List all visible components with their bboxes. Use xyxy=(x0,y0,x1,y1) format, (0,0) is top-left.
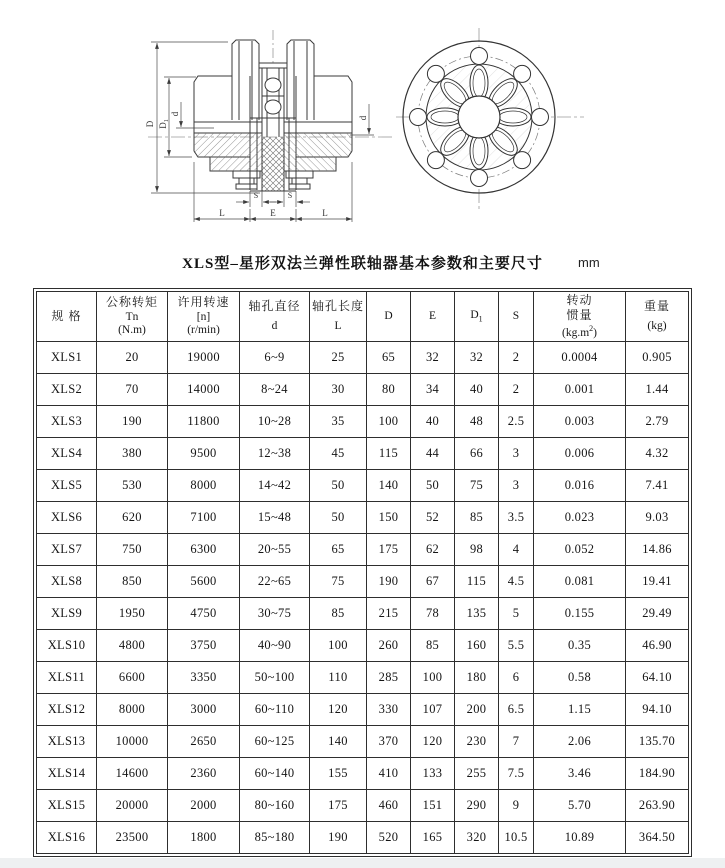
model-cell: XLS6 xyxy=(37,502,97,534)
technical-drawing xyxy=(0,0,725,250)
model-cell: XLS8 xyxy=(37,566,97,598)
E-cell: 52 xyxy=(411,502,455,534)
table-row xyxy=(37,534,689,566)
model-cell: XLS13 xyxy=(37,726,97,758)
dim-label-d-right: d xyxy=(358,115,368,121)
table-row xyxy=(37,598,689,630)
D1-cell: 160 xyxy=(455,630,499,662)
table-row xyxy=(37,822,689,854)
weight-cell: 2.79 xyxy=(626,406,689,438)
bore-range-cell: 40~90 xyxy=(240,630,310,662)
D1-cell: 200 xyxy=(455,694,499,726)
model-cell: XLS1 xyxy=(37,342,97,374)
inertia-cell: 0.003 xyxy=(534,406,626,438)
weight-cell: 135.70 xyxy=(626,726,689,758)
torque-cell: 380 xyxy=(97,438,168,470)
model-cell: XLS2 xyxy=(37,374,97,406)
D-cell: 140 xyxy=(367,470,411,502)
S-cell: 10.5 xyxy=(499,822,534,854)
E-cell: 100 xyxy=(411,662,455,694)
bore-range-cell: 10~28 xyxy=(240,406,310,438)
S-cell: 7 xyxy=(499,726,534,758)
unit-label: mm xyxy=(578,255,600,270)
page-title: XLS型–星形双法兰弹性联轴器基本参数和主要尺寸 xyxy=(182,256,543,272)
front-view xyxy=(396,28,584,210)
bore-range-cell: 60~125 xyxy=(240,726,310,758)
inertia-cell: 0.023 xyxy=(534,502,626,534)
length-cell: 190 xyxy=(310,822,367,854)
weight-cell: 94.10 xyxy=(626,694,689,726)
inertia-cell: 0.052 xyxy=(534,534,626,566)
torque-cell: 1950 xyxy=(97,598,168,630)
E-cell: 62 xyxy=(411,534,455,566)
D1-cell: 66 xyxy=(455,438,499,470)
D-cell: 175 xyxy=(367,534,411,566)
D-cell: 190 xyxy=(367,566,411,598)
D1-cell: 115 xyxy=(455,566,499,598)
torque-cell: 530 xyxy=(97,470,168,502)
D-cell: 410 xyxy=(367,758,411,790)
speed-cell: 2650 xyxy=(168,726,240,758)
weight-cell: 0.905 xyxy=(626,342,689,374)
D-cell: 80 xyxy=(367,374,411,406)
E-cell: 165 xyxy=(411,822,455,854)
D-cell: 260 xyxy=(367,630,411,662)
length-cell: 50 xyxy=(310,502,367,534)
E-cell: 85 xyxy=(411,630,455,662)
model-cell: XLS12 xyxy=(37,694,97,726)
model-cell: XLS16 xyxy=(37,822,97,854)
weight-cell: 364.50 xyxy=(626,822,689,854)
torque-cell: 750 xyxy=(97,534,168,566)
D-cell: 215 xyxy=(367,598,411,630)
S-cell: 4.5 xyxy=(499,566,534,598)
length-cell: 85 xyxy=(310,598,367,630)
E-cell: 120 xyxy=(411,726,455,758)
speed-cell: 3750 xyxy=(168,630,240,662)
inertia-cell: 0.081 xyxy=(534,566,626,598)
col-header-inertia: 转动 惯量 $(kg.m^2)$ xyxy=(534,292,626,342)
title-row xyxy=(0,252,725,278)
table-row xyxy=(37,502,689,534)
E-cell: 133 xyxy=(411,758,455,790)
S-cell: 3 xyxy=(499,438,534,470)
S-cell: 5.5 xyxy=(499,630,534,662)
length-cell: 140 xyxy=(310,726,367,758)
table-row xyxy=(37,790,689,822)
bore-range-cell: 14~42 xyxy=(240,470,310,502)
table-body xyxy=(37,342,689,854)
torque-cell: 10000 xyxy=(97,726,168,758)
speed-cell: 5600 xyxy=(168,566,240,598)
speed-cell: 2360 xyxy=(168,758,240,790)
weight-cell: 19.41 xyxy=(626,566,689,598)
inertia-cell: 0.006 xyxy=(534,438,626,470)
bore-range-cell: 30~75 xyxy=(240,598,310,630)
torque-cell: 14600 xyxy=(97,758,168,790)
length-cell: 30 xyxy=(310,374,367,406)
torque-cell: 8000 xyxy=(97,694,168,726)
S-cell: 4 xyxy=(499,534,534,566)
table-row xyxy=(37,342,689,374)
length-cell: 45 xyxy=(310,438,367,470)
E-cell: 40 xyxy=(411,406,455,438)
D-cell: 330 xyxy=(367,694,411,726)
S-cell: 5 xyxy=(499,598,534,630)
D1-cell: 230 xyxy=(455,726,499,758)
D1-cell: 255 xyxy=(455,758,499,790)
col-header-torque: 公称转矩 Tn (N.m) xyxy=(97,292,168,342)
dim-label-L-right: L xyxy=(322,208,328,218)
col-header-weight: 重量 (kg) xyxy=(626,292,689,342)
col-header-spec: 规 格 xyxy=(37,292,97,342)
E-cell: 44 xyxy=(411,438,455,470)
bore-range-cell: 12~38 xyxy=(240,438,310,470)
D-cell: 115 xyxy=(367,438,411,470)
torque-cell: 190 xyxy=(97,406,168,438)
E-cell: 78 xyxy=(411,598,455,630)
inertia-cell: 0.155 xyxy=(534,598,626,630)
weight-cell: 184.90 xyxy=(626,758,689,790)
weight-cell: 7.41 xyxy=(626,470,689,502)
length-cell: 25 xyxy=(310,342,367,374)
S-cell: 2 xyxy=(499,374,534,406)
bore-range-cell: 22~65 xyxy=(240,566,310,598)
speed-cell: 14000 xyxy=(168,374,240,406)
dim-label-L-left: L xyxy=(219,208,225,218)
model-cell: XLS9 xyxy=(37,598,97,630)
col-header-bore: 轴孔直径 d xyxy=(240,292,310,342)
torque-cell: 20000 xyxy=(97,790,168,822)
parameters-table-frame xyxy=(33,288,692,857)
section-view xyxy=(145,30,392,222)
torque-cell: 23500 xyxy=(97,822,168,854)
S-cell: 3 xyxy=(499,470,534,502)
S-cell: 6 xyxy=(499,662,534,694)
bore-range-cell: 85~180 xyxy=(240,822,310,854)
S-cell: 2.5 xyxy=(499,406,534,438)
table-row xyxy=(37,406,689,438)
length-cell: 65 xyxy=(310,534,367,566)
model-cell: XLS5 xyxy=(37,470,97,502)
length-cell: 75 xyxy=(310,566,367,598)
speed-cell: 3350 xyxy=(168,662,240,694)
model-cell: XLS7 xyxy=(37,534,97,566)
D1-cell: 135 xyxy=(455,598,499,630)
dim-label-S-left: S xyxy=(253,191,259,200)
torque-cell: 20 xyxy=(97,342,168,374)
col-header-E: E xyxy=(411,292,455,342)
torque-cell: 70 xyxy=(97,374,168,406)
inertia-cell: 0.001 xyxy=(534,374,626,406)
S-cell: 9 xyxy=(499,790,534,822)
D1-cell: 180 xyxy=(455,662,499,694)
speed-cell: 7100 xyxy=(168,502,240,534)
weight-cell: 263.90 xyxy=(626,790,689,822)
speed-cell: 3000 xyxy=(168,694,240,726)
table-header xyxy=(37,292,689,342)
bore-range-cell: 80~160 xyxy=(240,790,310,822)
length-cell: 155 xyxy=(310,758,367,790)
bore-range-cell: 50~100 xyxy=(240,662,310,694)
speed-cell: 11800 xyxy=(168,406,240,438)
coupling-half xyxy=(194,40,262,190)
torque-cell: 4800 xyxy=(97,630,168,662)
D1-cell: 85 xyxy=(455,502,499,534)
E-cell: 151 xyxy=(411,790,455,822)
model-cell: XLS4 xyxy=(37,438,97,470)
table-row xyxy=(37,662,689,694)
E-cell: 67 xyxy=(411,566,455,598)
dim-label-d-left: d xyxy=(170,111,180,117)
speed-cell: 6300 xyxy=(168,534,240,566)
col-header-speed: 许用转速 [n] (r/min) xyxy=(168,292,240,342)
bore-range-cell: 6~9 xyxy=(240,342,310,374)
inertia-cell: 0.0004 xyxy=(534,342,626,374)
table-row xyxy=(37,726,689,758)
length-cell: 35 xyxy=(310,406,367,438)
speed-cell: 4750 xyxy=(168,598,240,630)
inertia-cell: 3.46 xyxy=(534,758,626,790)
D1-cell: 320 xyxy=(455,822,499,854)
table-row xyxy=(37,566,689,598)
S-cell: 7.5 xyxy=(499,758,534,790)
D1-cell: 40 xyxy=(455,374,499,406)
bore-range-cell: 60~140 xyxy=(240,758,310,790)
length-cell: 175 xyxy=(310,790,367,822)
length-cell: 110 xyxy=(310,662,367,694)
weight-cell: 46.90 xyxy=(626,630,689,662)
inertia-cell: 5.70 xyxy=(534,790,626,822)
col-header-D1: $D_1$ xyxy=(455,292,499,342)
model-cell: XLS10 xyxy=(37,630,97,662)
S-cell: 3.5 xyxy=(499,502,534,534)
inertia-cell: 1.15 xyxy=(534,694,626,726)
speed-cell: 2000 xyxy=(168,790,240,822)
table-row xyxy=(37,374,689,406)
D1-cell: 48 xyxy=(455,406,499,438)
header-row xyxy=(37,292,689,342)
E-cell: 32 xyxy=(411,342,455,374)
weight-cell: 14.86 xyxy=(626,534,689,566)
torque-cell: 850 xyxy=(97,566,168,598)
table-row xyxy=(37,694,689,726)
D-cell: 285 xyxy=(367,662,411,694)
bore-range-cell: 15~48 xyxy=(240,502,310,534)
bore-range-cell: 8~24 xyxy=(240,374,310,406)
D-cell: 370 xyxy=(367,726,411,758)
model-cell: XLS11 xyxy=(37,662,97,694)
dim-label-D1: $D_1$ xyxy=(158,119,170,129)
D-cell: 460 xyxy=(367,790,411,822)
speed-cell: 8000 xyxy=(168,470,240,502)
D1-cell: 32 xyxy=(455,342,499,374)
torque-cell: 620 xyxy=(97,502,168,534)
speed-cell: 19000 xyxy=(168,342,240,374)
weight-cell: 9.03 xyxy=(626,502,689,534)
speed-cell: 9500 xyxy=(168,438,240,470)
speed-cell: 1800 xyxy=(168,822,240,854)
D-cell: 100 xyxy=(367,406,411,438)
col-header-S: S xyxy=(499,292,534,342)
bore-range-cell: 20~55 xyxy=(240,534,310,566)
bore-circle xyxy=(458,96,500,138)
inertia-cell: 10.89 xyxy=(534,822,626,854)
inertia-cell: 0.016 xyxy=(534,470,626,502)
model-cell: XLS14 xyxy=(37,758,97,790)
length-cell: 100 xyxy=(310,630,367,662)
D1-cell: 290 xyxy=(455,790,499,822)
col-header-D: D xyxy=(367,292,411,342)
D1-cell: 75 xyxy=(455,470,499,502)
bore-range-cell: 60~110 xyxy=(240,694,310,726)
page-edge-strip xyxy=(0,858,725,868)
inertia-cell: 2.06 xyxy=(534,726,626,758)
inertia-cell: 0.58 xyxy=(534,662,626,694)
S-cell: 6.5 xyxy=(499,694,534,726)
dim-label-E: E xyxy=(270,208,276,218)
table-row xyxy=(37,758,689,790)
weight-cell: 4.32 xyxy=(626,438,689,470)
table-row xyxy=(37,470,689,502)
table-row xyxy=(37,438,689,470)
D1-cell: 98 xyxy=(455,534,499,566)
E-cell: 50 xyxy=(411,470,455,502)
col-header-length: 轴孔长度 L xyxy=(310,292,367,342)
D-cell: 150 xyxy=(367,502,411,534)
weight-cell: 64.10 xyxy=(626,662,689,694)
S-cell: 2 xyxy=(499,342,534,374)
inertia-cell: 0.35 xyxy=(534,630,626,662)
weight-cell: 29.49 xyxy=(626,598,689,630)
D-cell: 520 xyxy=(367,822,411,854)
dim-label-D: D xyxy=(145,120,155,128)
parameters-table xyxy=(36,291,689,854)
E-cell: 34 xyxy=(411,374,455,406)
dim-label-S-right: S xyxy=(287,191,293,200)
model-cell: XLS3 xyxy=(37,406,97,438)
length-cell: 120 xyxy=(310,694,367,726)
weight-cell: 1.44 xyxy=(626,374,689,406)
torque-cell: 6600 xyxy=(97,662,168,694)
E-cell: 107 xyxy=(411,694,455,726)
length-cell: 50 xyxy=(310,470,367,502)
model-cell: XLS15 xyxy=(37,790,97,822)
table-row xyxy=(37,630,689,662)
D-cell: 65 xyxy=(367,342,411,374)
